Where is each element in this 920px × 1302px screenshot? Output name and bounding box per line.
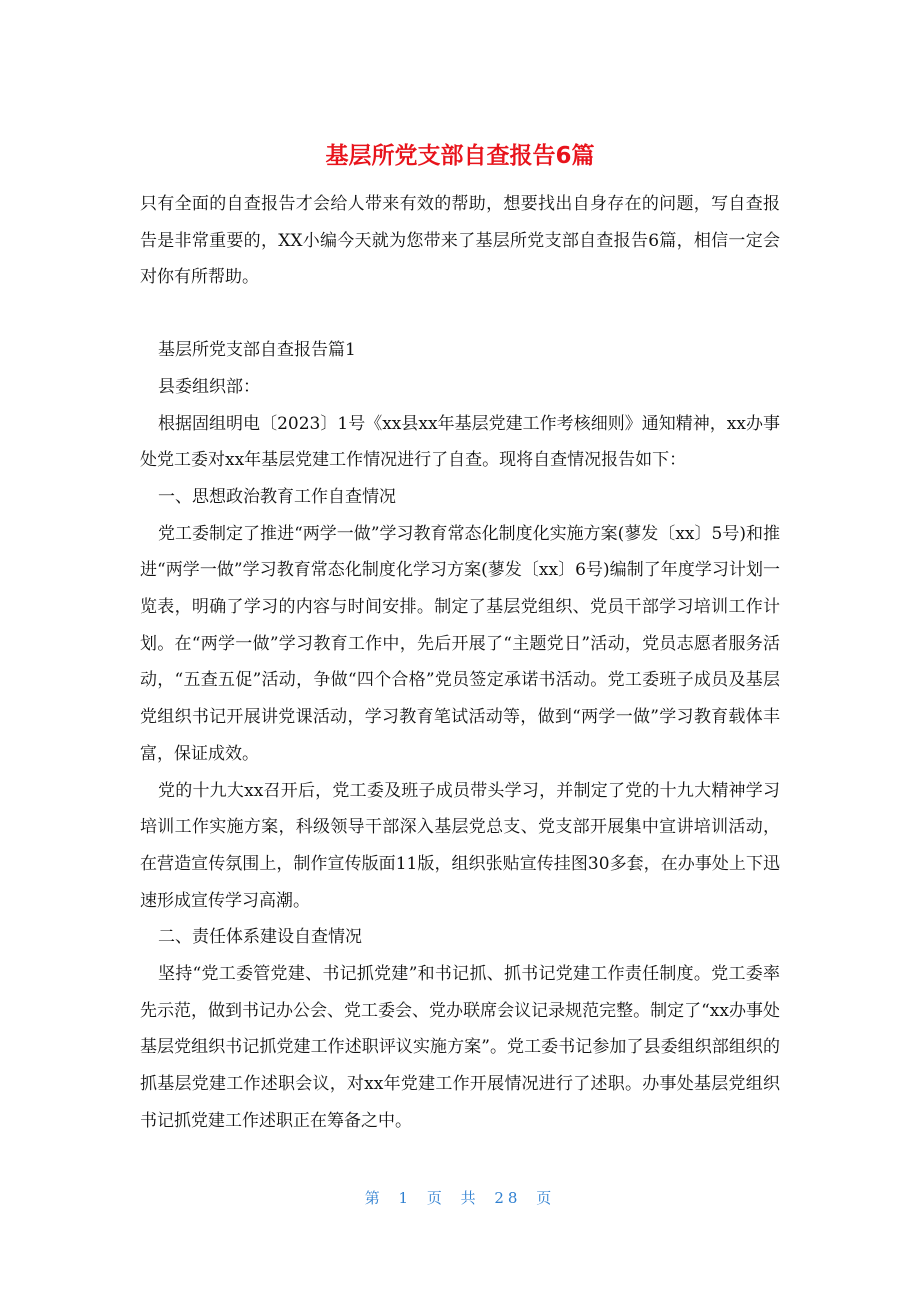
paragraph-notice: 根据固组明电〔2023〕1号《xx县xx年基层党建工作考核细则》通知精神，xx办事处党工委对xx年基层党建工作情况进行了自查。现将自查情况报告如下： <box>140 413 780 471</box>
intro-paragraph: 只有全面的自查报告才会给人带来有效的帮助，想要找出自身存在的问题，写自查报告是非常重要的，XX小编今天就为您带来了基层所党支部自查报告6篇，相信一定会对你有所帮助。 <box>140 194 780 288</box>
document-title: 基层所党支部自查报告6篇 <box>325 143 595 169</box>
paragraph-study-plan: 党工委制定了推进“两学一做”学习教育常态化制度化实施方案(蓼发〔xx〕5号)和推进“两学一做”学习教育常态化制度化学习方案(蓼发〔xx〕6号)编制了年度学习计划一览表，明确了学习的内容与时间安排。制定了基层党组织、党员干部学习培训工作计划。在“两学一做”学习教育工作中，先后开展了“主题党日”活动，党员志愿者服务活动，“五查五促”活动，争做“四个合格”党员签定承诺书活动。党工委班子成员及基层党组织书记开展讲党课活动，学习教育笔试活动等，做到“两学一做”学习教育载体丰富，保证成效。 <box>140 523 780 764</box>
paragraph-congress-study: 党的十九大xx召开后，党工委及班子成员带头学习，并制定了党的十九大精神学习培训工作实施方案，科级领导干部深入基层党总支、党支部开展集中宣讲培训活动，在营造宣传氛围上，制作宣传版面11版，组织张贴宣传挂图30多套，在办事处上下迅速形成宣传学习高潮。 <box>140 780 780 911</box>
paragraph-spacer <box>140 296 780 332</box>
section-heading: 基层所党支部自查报告篇1 <box>158 340 356 361</box>
document-body <box>140 186 780 1140</box>
heading-ideological-education: 一、思想政治教育工作自查情况 <box>158 486 396 507</box>
paragraph-responsibility: 坚持“党工委管党建、书记抓党建”和书记抓、抓书记党建工作责任制度。党工委率先示范，做到书记办公会、党工委会、党办联席会议记录规范完整。制定了“xx办事处基层党组织书记抓党建工作述职评议实施方案”。党工委书记参加了县委组织部组织的抓基层党建工作述职会议，对xx年党建工作开展情况进行了述职。办事处基层党组织书记抓党建工作述职正在筹备之中。 <box>140 964 780 1131</box>
salutation: 县委组织部： <box>158 376 260 397</box>
page-number-footer: 第 1 页 共 28 页 <box>364 1189 556 1207</box>
heading-responsibility-system: 二、责任体系建设自查情况 <box>158 927 362 948</box>
